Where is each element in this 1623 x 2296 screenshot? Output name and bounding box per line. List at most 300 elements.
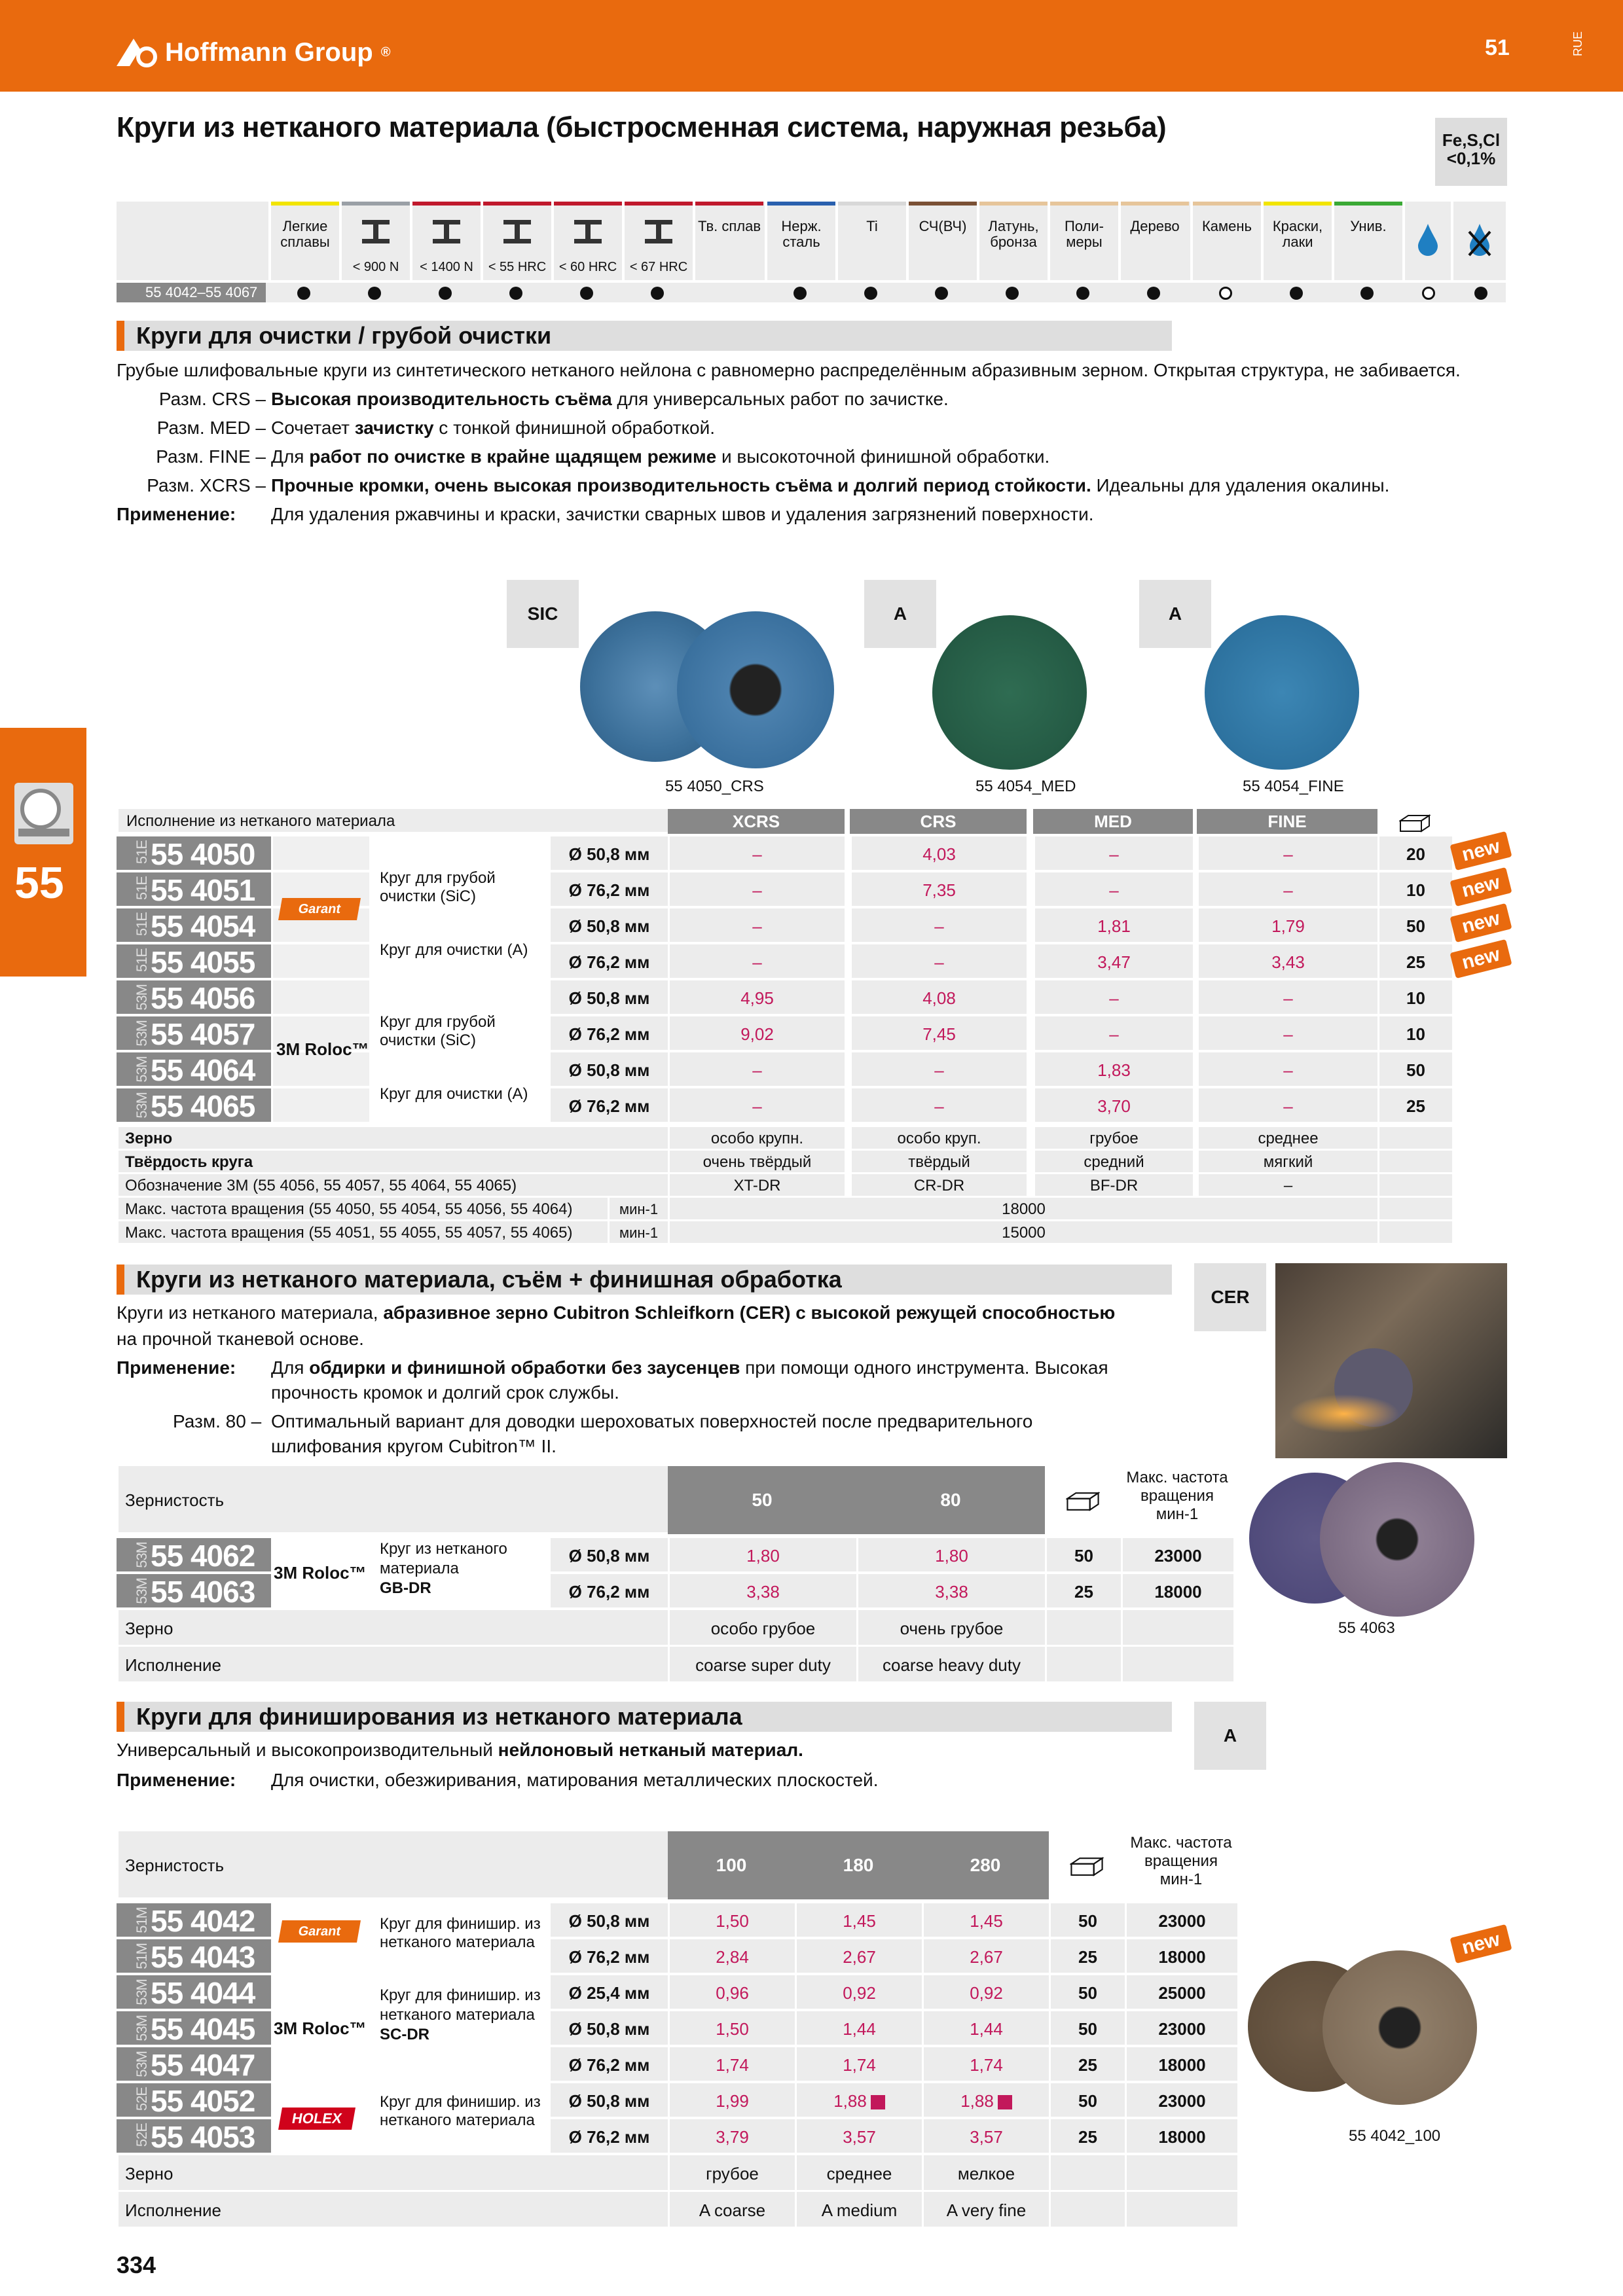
material-dot [935, 287, 948, 300]
pack-icon [1377, 809, 1452, 834]
brand-cell [271, 980, 369, 1014]
speed-label: Макс. частота вращения (55 4051, 55 4055, 55 4057, 55 4065) [117, 1221, 608, 1243]
article-label: 55 4062 [151, 1539, 255, 1573]
footer-empty [1121, 1610, 1233, 1645]
catalog-code: 51E [134, 876, 150, 901]
material-color-bar [1050, 202, 1118, 206]
article-label: 55 4057 [151, 1017, 255, 1051]
catalog-code: 51E [134, 948, 150, 973]
price: 0,92 [970, 1983, 1003, 2003]
diameter: Ø 76,2 мм [549, 2119, 668, 2153]
article-number [117, 1975, 271, 2009]
footer-empty [1125, 2192, 1237, 2227]
text-bold: зачистку [354, 418, 434, 438]
text-pre: Сочетает [271, 418, 355, 438]
price-cell: 3,70 [1033, 1088, 1193, 1122]
price-cell [668, 2011, 795, 2045]
speed: 18000 [1125, 2119, 1237, 2153]
price-cell [856, 1538, 1045, 1571]
price-cell [668, 1538, 856, 1571]
section3-app-text: Для очистки, обезжиривания, матирования металлических плоскостей. [271, 1770, 879, 1790]
product-description-2 [380, 1986, 543, 2045]
price: 1,74 [716, 2055, 749, 2075]
section2-r80-l2: шлифования кругом Cubitron™ II. [271, 1436, 556, 1456]
no-drop-icon [1467, 223, 1493, 257]
footer-empty [1377, 1127, 1452, 1149]
product-description [380, 1539, 543, 1598]
article-number [117, 1939, 271, 1973]
footer-value: особо крупн. [668, 1127, 845, 1149]
material-col-label: < 55 HRC [488, 260, 547, 274]
price-cell: – [668, 1052, 845, 1086]
price-cell: 1,83 [1033, 1052, 1193, 1086]
price: 1,50 [716, 1911, 749, 1931]
section1-size-text [271, 415, 715, 441]
material-color-bar [625, 202, 693, 206]
i-beam-icon [625, 219, 693, 250]
article-number [117, 944, 271, 978]
article-number [117, 2119, 271, 2153]
footer-value: A very fine [922, 2192, 1049, 2227]
grit-label: Зернистость [117, 1831, 668, 1897]
material-color-bar [554, 202, 622, 206]
footer-row [117, 2192, 1243, 2229]
price: 2,67 [843, 1947, 876, 1967]
pack-qty: 25 [1049, 1939, 1125, 1973]
price-cell [795, 2119, 922, 2153]
price-cell [922, 2047, 1049, 2081]
footer-value: среднее [1197, 1127, 1377, 1149]
footer-label: Исполнение [117, 2192, 668, 2227]
article-number [117, 836, 271, 870]
diameter: Ø 25,4 мм [549, 1975, 668, 2009]
speed: 23000 [1121, 1538, 1233, 1571]
table1-footer-row [117, 1151, 1452, 1174]
section1-size-text [271, 386, 949, 412]
price: 1,74 [843, 2055, 876, 2075]
grit-col: 50 [668, 1466, 856, 1534]
i-beam-icon [342, 219, 410, 250]
diameter: Ø 76,2 мм [549, 1574, 668, 1607]
material-color-bar [271, 202, 339, 206]
price: 1,88 [960, 2091, 994, 2111]
section1-size-label: Разм. XCRS – [147, 475, 266, 495]
diameter: Ø 76,2 мм [549, 1088, 668, 1122]
section-heading-removal-finish: Круги из нетканого материала, съём + финишная обработка [117, 1265, 1172, 1295]
drop-icon [1417, 223, 1439, 257]
price-cell [795, 1903, 922, 1937]
footer-label: Исполнение [117, 1647, 668, 1681]
article-number [117, 1052, 271, 1086]
diameter: Ø 50,8 мм [549, 1052, 668, 1086]
speed: 18000 [1125, 2047, 1237, 2081]
material-col-label: Краски, лаки [1272, 218, 1323, 250]
article-number [117, 2083, 271, 2117]
material-color-bar [1193, 202, 1261, 206]
article-label: 55 4044 [151, 1976, 255, 2010]
price-cell [668, 1574, 856, 1607]
material-col-3 [481, 202, 551, 280]
material-dot [1147, 287, 1160, 300]
diameter: Ø 76,2 мм [549, 1016, 668, 1050]
article-number [117, 1088, 271, 1122]
caption-med: 55 4054_MED [976, 778, 1076, 795]
price-cell [795, 2047, 922, 2081]
logo-registered: ® [380, 45, 391, 60]
article-number [117, 1538, 271, 1571]
section-heading-cleaning: Круги для очистки / грубой очистки [117, 321, 1172, 351]
article-number [117, 2047, 271, 2081]
roloc-logo: 3M Roloc™ [274, 2018, 367, 2038]
article-label: 55 4052 [151, 2084, 255, 2118]
table1-col-MED: MED [1033, 809, 1193, 834]
material-col-label: < 67 HRC [629, 260, 688, 274]
price-cell [668, 1939, 795, 1973]
disc-image-fine [1205, 615, 1359, 770]
speed: 18000 [1121, 1574, 1233, 1607]
footer-row [117, 2155, 1243, 2192]
price-cell [856, 1574, 1045, 1607]
footer-value: среднее [795, 2155, 922, 2190]
diameter: Ø 50,8 мм [549, 2083, 668, 2117]
footer-label: Зерно [117, 2155, 668, 2190]
text-bold: Прочные кромки, очень высокая производительность съёма и долгий период стойкости. [271, 475, 1091, 495]
footer-empty [1045, 1610, 1121, 1645]
speed-value: 18000 [668, 1198, 1377, 1219]
speed-row [117, 1198, 1452, 1221]
material-dot [297, 287, 310, 300]
price-cell: – [1197, 1088, 1377, 1122]
footer-value: A coarse [668, 2192, 795, 2227]
table1-col-CRS: CRS [850, 809, 1027, 834]
price-cell: – [1197, 872, 1377, 906]
table-header [117, 1466, 1243, 1534]
price-cell: – [1197, 1016, 1377, 1050]
grit-col: 280 [922, 1831, 1049, 1899]
material-dot [651, 287, 664, 300]
price: 0,96 [716, 1983, 749, 2003]
chapter-grinding-icon [14, 783, 73, 844]
price: 1,44 [843, 2019, 876, 2039]
article-number [117, 1016, 271, 1050]
caption-crs: 55 4050_CRS [665, 778, 764, 795]
material-col-1 [339, 202, 410, 280]
section2-line2: на прочной тканевой основе. [117, 1329, 364, 1349]
footer-value: coarse super duty [668, 1647, 856, 1681]
price: 1,45 [843, 1911, 876, 1931]
catalog-code: 53M [134, 1542, 150, 1568]
diameter: Ø 76,2 мм [549, 872, 668, 906]
diameter: Ø 76,2 мм [549, 2047, 668, 2081]
table1-footer-row [117, 1174, 1452, 1198]
material-color-bar [342, 202, 410, 206]
new-badge-fin: new [1450, 1924, 1512, 1964]
table-row [117, 1088, 1452, 1124]
table1-col-FINE: FINE [1197, 809, 1377, 834]
material-color-bar [1334, 202, 1402, 206]
catalog-code: 53M [134, 1092, 150, 1119]
catalog-code: 51E [134, 912, 150, 937]
new-badge: new [1450, 939, 1512, 978]
price-cell: 4,95 [668, 980, 845, 1014]
material-color-bar [838, 202, 906, 206]
speed-head: Макс. частота вращения мин-1 [1125, 1831, 1237, 1897]
disc-image-fin-2 [1322, 1950, 1477, 2105]
price-cell [795, 2083, 922, 2117]
footer-value: coarse heavy duty [856, 1647, 1045, 1681]
diameter: Ø 50,8 мм [549, 1903, 668, 1937]
table-row [117, 2047, 1243, 2083]
grit-col: 180 [795, 1831, 922, 1899]
catalog-code: 53M [134, 2015, 150, 2041]
text-rest: Идеальны для удаления окалины. [1091, 475, 1390, 495]
roloc-logo: 3M Roloc™ [274, 1563, 367, 1583]
diameter: Ø 76,2 мм [549, 1939, 668, 1973]
price: 1,44 [970, 2019, 1003, 2039]
pack-qty: 50 [1377, 908, 1452, 942]
material-dot [580, 287, 593, 300]
desc-bold: GB-DR [380, 1579, 431, 1597]
material-color-bar [412, 202, 481, 206]
price-cell: 9,02 [668, 1016, 845, 1050]
region-code: RUE [1571, 31, 1584, 57]
new-badge: new [1450, 831, 1512, 870]
table1-footer-row [117, 1127, 1452, 1151]
page-title: Круги из нетканого материала (быстросменная система, наружная резьба) [117, 111, 1167, 143]
chapter-side-tab [0, 728, 86, 977]
table-row [117, 1939, 1243, 1975]
img-label-cer: CER [1194, 1263, 1266, 1331]
material-dot [1290, 287, 1303, 300]
coolant-dry-col [1451, 202, 1506, 280]
pack-qty: 50 [1377, 1052, 1452, 1086]
diameter: Ø 50,8 мм [549, 2011, 668, 2045]
section2-app-text: Для обдирки и финишной обработки без заусенцев при помощи одного инструмента. Высокая [271, 1357, 1108, 1378]
caption-fine: 55 4054_FINE [1243, 778, 1344, 795]
article-label: 55 4050 [151, 837, 255, 871]
diameter: Ø 76,2 мм [549, 944, 668, 978]
catalog-code: 53M [134, 1979, 150, 2005]
material-col-7 [765, 202, 835, 280]
material-dot [1076, 287, 1089, 300]
price-cell: 7,45 [850, 1016, 1027, 1050]
footer-value: грубое [1033, 1127, 1193, 1149]
price: 1,99 [716, 2091, 749, 2111]
price-cell: 4,08 [850, 980, 1027, 1014]
table-row [117, 980, 1452, 1016]
footer-empty [1049, 2155, 1125, 2190]
speed: 23000 [1125, 2011, 1237, 2045]
footer-label: Твёрдость круга [117, 1151, 668, 1172]
holex-logo: HOLEX [278, 2108, 356, 2130]
price-cell: 4,03 [850, 836, 1027, 870]
footer-row [117, 1647, 1243, 1683]
footer-value: A medium [795, 2192, 922, 2227]
article-number [117, 1903, 271, 1937]
price-cell [922, 2119, 1049, 2153]
price-cell [922, 2083, 1049, 2117]
product-description-1: Круг для финишир. из нетканого материала [380, 1915, 541, 1951]
img-label-sic: SIC [507, 580, 579, 648]
img-label-a3: A [1194, 1702, 1266, 1770]
brand-cell [271, 944, 369, 978]
footer-value: мягкий [1197, 1151, 1377, 1172]
pack-qty: 25 [1377, 944, 1452, 978]
price: 1,80 [935, 1546, 968, 1566]
section1-size-label: Разм. MED – [156, 418, 266, 438]
section1-size-label: Разм. FINE – [156, 446, 266, 467]
disc-image-sic-2 [677, 611, 834, 768]
material-col-label: Дерево [1130, 218, 1180, 234]
price-cell: – [850, 1088, 1027, 1122]
material-col-0 [268, 202, 339, 280]
section3-line1: Универсальный и высокопроизводительный нейлоновый нетканый материал. [117, 1740, 803, 1760]
speed-head: Макс. частота вращения мин-1 [1121, 1466, 1233, 1532]
pack-qty: 50 [1049, 2083, 1125, 2117]
price: 1,50 [716, 2019, 749, 2039]
speed-row [117, 1221, 1452, 1245]
article-label: 55 4054 [151, 909, 255, 943]
brand-cell [271, 1088, 369, 1122]
material-col-label: Тв. сплав [697, 218, 761, 234]
coolant-dry-dot [1474, 287, 1487, 300]
price-cell: – [1033, 980, 1193, 1014]
section2-app-text2: прочность кромок и долгий срок службы. [271, 1382, 619, 1403]
fe-s-cl-box: Fe,S,Cl <0,1% [1435, 118, 1507, 186]
material-dot [1219, 287, 1232, 300]
pack-qty: 10 [1377, 1016, 1452, 1050]
diameter: Ø 50,8 мм [549, 1538, 668, 1571]
footer-value: CR-DR [850, 1174, 1027, 1196]
pack-qty: 25 [1377, 1088, 1452, 1122]
price: 3,38 [935, 1582, 968, 1602]
price-cell: – [1197, 836, 1377, 870]
section-heading-finishing: Круги для финиширования из нетканого материала [117, 1702, 1172, 1732]
article-label: 55 4043 [151, 1940, 255, 1974]
product-table-removal [117, 1466, 1243, 1683]
material-col-9 [906, 202, 977, 280]
footer-value: BF-DR [1033, 1174, 1193, 1196]
article-number [117, 908, 271, 942]
price-square-marker [998, 2095, 1012, 2109]
article-label: 55 4051 [151, 873, 255, 907]
price-cell: – [850, 944, 1027, 978]
price-cell: 1,79 [1197, 908, 1377, 942]
price-cell: – [668, 908, 845, 942]
speed: 25000 [1125, 1975, 1237, 2009]
article-label: 55 4042 [151, 1904, 255, 1938]
pack-qty: 50 [1049, 1903, 1125, 1937]
coolant-wet-dot [1422, 287, 1435, 300]
material-col-label: Латунь, бронза [988, 218, 1039, 250]
material-color-bar [695, 202, 763, 206]
material-table [117, 202, 1506, 280]
footer-label: Зерно [117, 1610, 668, 1645]
material-dot [1006, 287, 1019, 300]
material-col-label: < 60 HRC [558, 260, 617, 274]
table1-header-row [117, 809, 1452, 834]
table1-col-XCRS: XCRS [668, 809, 845, 834]
roloc-logo: 3M Roloc™ [276, 1039, 369, 1059]
price-cell [668, 1975, 795, 2009]
price-cell [795, 1975, 922, 2009]
material-col-2 [410, 202, 481, 280]
speed-empty [1377, 1198, 1452, 1219]
grit-col: 100 [668, 1831, 795, 1899]
material-col-14 [1261, 202, 1332, 280]
price-cell: – [850, 1052, 1027, 1086]
pack-qty: 25 [1049, 2119, 1125, 2153]
article-number [117, 980, 271, 1014]
desc-text: Круг для финишир. из нетканого материала [380, 1986, 541, 2024]
section1-intro: Грубые шлифовальные круги из синтетического нетканого нейлона с равномерно распределённым абразивным зерном. Открытая структура, не забивается. [117, 360, 1461, 380]
desc-text: Круг из нетканого материала [380, 1540, 507, 1577]
section2-line1: Круги из нетканого материала, абразивное зерно Cubitron Schleifkorn (CER) с высокой режущей способностью [117, 1302, 1116, 1323]
price-cell: – [1033, 1016, 1193, 1050]
catalog-code: 51E [134, 840, 150, 865]
price-cell: – [1197, 1052, 1377, 1086]
material-col-4 [551, 202, 622, 280]
text-rest: с тонкой финишной обработкой. [433, 418, 716, 438]
footer-value: – [1197, 1174, 1377, 1196]
catalog-code: 51M [134, 1943, 150, 1969]
footer-label: Зерно [117, 1127, 668, 1149]
article-label: 55 4045 [151, 2012, 255, 2046]
caption-554042: 55 4042_100 [1349, 2127, 1441, 2145]
price-cell: 3,43 [1197, 944, 1377, 978]
material-col-label: Камень [1201, 218, 1252, 234]
img-label-a2: A [1139, 580, 1211, 648]
material-col-10 [977, 202, 1048, 280]
price-cell: – [668, 872, 845, 906]
price-cell [668, 2119, 795, 2153]
price-cell: – [668, 836, 845, 870]
material-dot [793, 287, 807, 300]
catalog-code: 53M [134, 984, 150, 1011]
material-col-label: СЧ(ВЧ) [919, 218, 967, 234]
product-description: Круг для очистки (A) [380, 1085, 528, 1103]
price: 2,67 [970, 1947, 1003, 1967]
pack-qty: 20 [1377, 836, 1452, 870]
grit-col: 80 [856, 1466, 1045, 1534]
article-label: 55 4056 [151, 981, 255, 1015]
material-dot-row [117, 283, 1506, 302]
material-col-13 [1190, 202, 1261, 280]
material-color-bar [1264, 202, 1332, 206]
price-cell: – [1033, 836, 1193, 870]
hoffmann-logo-icon [117, 37, 157, 67]
catalog-code: 51M [134, 1907, 150, 1933]
grit-label: Зернистость [117, 1466, 668, 1532]
footer-value: средний [1033, 1151, 1193, 1172]
product-table-finishing [117, 1831, 1243, 2242]
disc-image-med [932, 615, 1087, 770]
section2-r80-l1: Оптимальный вариант для доводки шероховатых поверхностей после предварительного [271, 1411, 1033, 1431]
speed-unit: мин-1 [608, 1221, 668, 1243]
price: 1,80 [746, 1546, 780, 1566]
price: 3,79 [716, 2127, 749, 2147]
footer-row [117, 1610, 1243, 1647]
price-cell: – [668, 944, 845, 978]
price-cell [668, 2083, 795, 2117]
material-dot [368, 287, 381, 300]
table1-title: Исполнение из нетканого материала [117, 809, 668, 832]
material-col-11 [1048, 202, 1118, 280]
text-rest: для универсальных работ по зачистке. [611, 389, 949, 409]
price-cell [922, 1903, 1049, 1937]
article-number [117, 872, 271, 906]
price-cell [795, 1939, 922, 1973]
